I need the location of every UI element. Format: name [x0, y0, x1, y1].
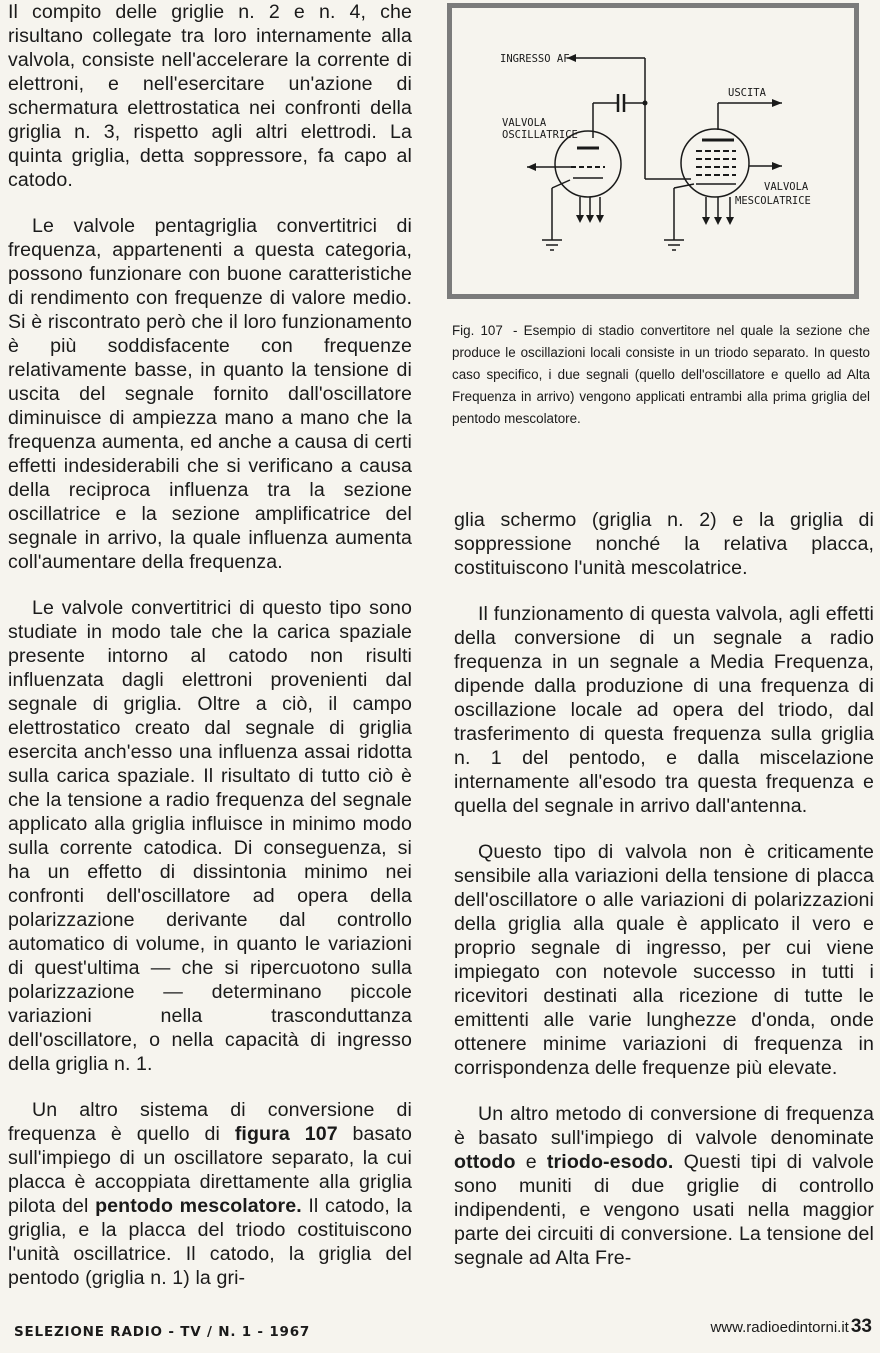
paragraph-text: Un altro sistema di conversione di frequenza è quello di — [8, 1099, 412, 1145]
caption-text: - Esempio di stadio convertitore nel quale la sezione che produce le oscillazioni locali consiste in un triodo separato. In questo caso specifico, i due segnali (quello dell'oscillatore e quello ad Alta Frequenza in arrivo) vengono applicati entrambi alla prima griglia del pentodo mescolatore. — [452, 323, 870, 426]
paragraph-text: e — [515, 1151, 547, 1173]
left-column — [8, 0, 412, 1312]
paragraph-text: Il catodo, la griglia, e la placca del triodo costituiscono l'unità oscillatrice. Il catodo, la griglia del pentodo (griglia n. 1) la gri- — [8, 1195, 412, 1289]
bold-term-triodo-esodo: triodo-esodo. — [546, 1151, 674, 1173]
label-mixer-line1: VALVOLA — [764, 181, 809, 193]
page-number: 33 — [850, 1316, 872, 1337]
paragraph: Il compito delle griglie n. 2 e n. 4, che risultano collegate tra loro internamente alla valvola, consiste nell'accelerare la corrente di elettroni, e nell'esercitare un'azione di schermatura elettrostatica nei confronti della griglia n. 3, rispetto agli altri elettrodi. La quinta griglia, detta soppressore, fa capo al catodo. — [8, 1, 412, 191]
bold-term-ottodo: ottodo — [454, 1151, 516, 1173]
paragraph-text: Un altro metodo di conversione di frequenza è basato sull'impiego di valvole denominate — [454, 1103, 874, 1149]
label-input-af: INGRESSO AF — [500, 53, 570, 65]
page-footer — [710, 1316, 872, 1338]
label-oscillator-line1: VALVOLA — [502, 117, 547, 129]
bold-term-pentodo-mescolatore: pentodo mescolatore. — [95, 1195, 302, 1217]
label-oscillator-line2: OSCILLATRICE — [502, 129, 578, 141]
circuit-diagram — [452, 8, 854, 294]
paragraph: Questo tipo di valvola non è criticamente sensibile alla variazioni della tensione di placca dell'oscillatore o alle variazioni di polarizzazioni della griglia alla quale è applicato il vero e proprio segnale di ingresso, per cui viene impiegato con notevole successo in tutti i ricevitori destinati alla ricezione di tutte le emittenti alle varie lunghezze d'onda, onde ottenere minime variazioni di frequenza in corrispondenza delle frequenze più elevate. — [454, 841, 874, 1079]
label-output: USCITA — [728, 87, 766, 99]
publication-footer: SELEZIONE RADIO - TV / N. 1 - 1967 — [14, 1324, 311, 1340]
paragraph-text: Questi tipi di valvole sono muniti di due griglie di controllo indipendenti, e vengono usati nella maggior parte dei circuiti di conversione. La tensione del segnale ad Alta Fre- — [454, 1151, 874, 1269]
paragraph: glia schermo (griglia n. 2) e la griglia di soppressione nonché la relativa placca, costituiscono l'unità mescolatrice. — [454, 509, 874, 579]
figure-label: Fig. 107 — [452, 323, 503, 338]
paragraph: Le valvole pentagriglia convertitrici di frequenza, appartenenti a questa categoria, possono funzionare con buone caratteristiche di rendimento con frequenze di valore medio. Si è riscontrato però che il loro funzionamento è più soddisfacente con frequenze relativamente basse, in quanto la tensione di uscita del segnale fornito dall'oscillatore diminuisce di ampiezza mano a mano che la frequenza aumenta, ed anche a causa di certi effetti indesiderabili che si verificano a causa della reciproca influenza tra la sezione oscillatrice e la sezione amplificatrice del segnale in arrivo, la quale influenza aumenta coll'aumentare della frequenza. — [8, 215, 412, 573]
paragraph-text: basato sull'impiego di un oscillatore separato, la cui placca è accoppiata direttamente alla griglia pilota del — [8, 1123, 412, 1217]
paragraph: Le valvole convertitrici di questo tipo sono studiate in modo tale che la carica spaziale presente intorno al catodo non risulti influenzata dagli elettroni provenienti dal segnale di griglia. Oltre a ciò, il campo elettrostatico creato dal segnale di griglia esercita anch'esso una influenza assai ridotta sulla carica spaziale. Il risultato di tutto ciò è che la tensione a radio frequenza del segnale applicato alla griglia influisce in minimo modo sulla corrente catodica. Di conseguenza, si ha un effetto di dissintonia minimo nei confronti dell'oscillatore ad opera della polarizzazione derivante dal controllo automatico di volume, in quanto le variazioni di quest'ultima — che si ripercuotono sulla polarizzazione — determinano piccole variazioni nella trasconduttanza dell'oscillatore, o nella capacità di ingresso della griglia n. 1. — [8, 597, 412, 1075]
paragraph: Il funzionamento di questa valvola, agli effetti della conversione di un segnale a radio frequenza in un segnale a Media Frequenza, dipende dalla produzione di una frequenza di oscillazione locale ad opera del triodo, dal trasferimento di questa frequenza sulla griglia n. 1 del pentodo, e dalla miscelazione internamente all'esodo tra questa frequenza e quella del segnale in arrivo dall'antenna. — [454, 603, 874, 817]
right-column — [454, 508, 874, 1292]
bold-term-figura-107: figura 107 — [234, 1123, 338, 1145]
website-watermark: www.radioedintorni.it — [710, 1319, 849, 1336]
paragraph — [454, 1102, 874, 1270]
figure-caption — [452, 320, 870, 430]
label-mixer-line2: MESCOLATRICE — [735, 195, 811, 207]
figure-107-diagram — [447, 3, 859, 299]
paragraph — [8, 1098, 412, 1290]
